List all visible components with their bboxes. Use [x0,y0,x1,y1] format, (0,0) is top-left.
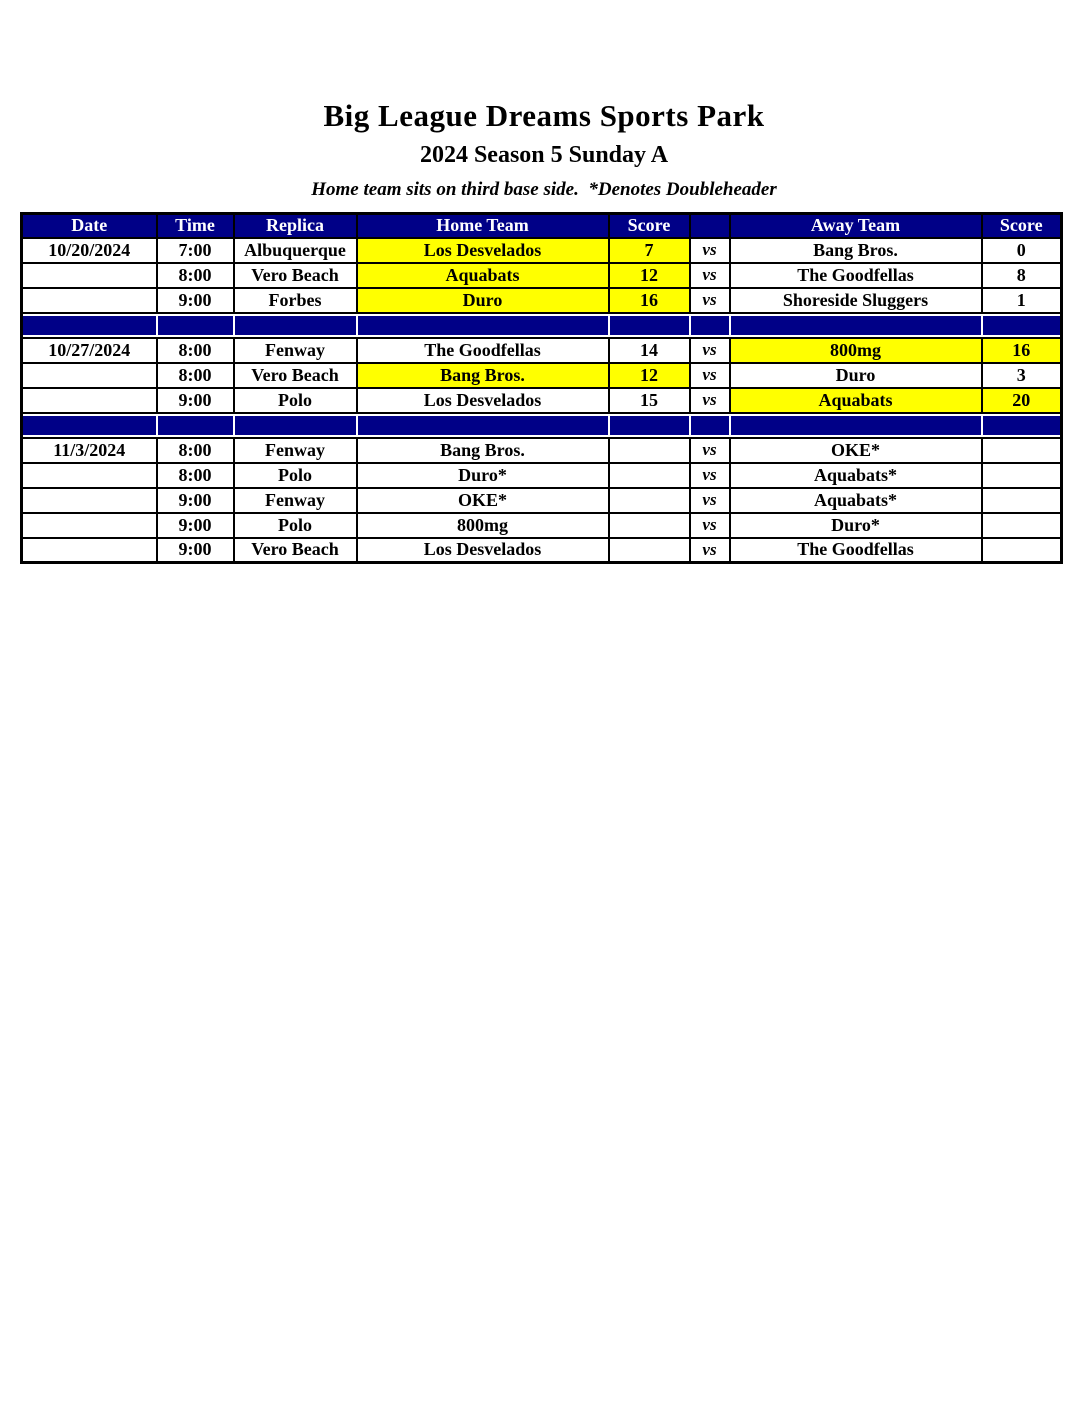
replica-cell: Polo [234,463,357,488]
away-score-cell [982,513,1062,538]
page-title: Big League Dreams Sports Park [323,98,765,133]
time-cell: 7:00 [157,238,234,263]
away-score-cell [982,463,1062,488]
away-team-cell: OKE* [730,438,982,463]
home-score-cell: 16 [609,288,690,313]
home-team-cell: Aquabats [357,263,609,288]
column-header-date: Date [22,214,157,238]
date-cell: 10/27/2024 [22,338,157,363]
vs-cell [690,413,730,438]
replica-cell: Polo [234,513,357,538]
home-team-cell: Los Desvelados [357,238,609,263]
time-cell: 8:00 [157,363,234,388]
away-score-cell: 16 [982,338,1062,363]
game-row [22,538,1062,563]
replica-cell: Vero Beach [234,263,357,288]
game-row [22,513,1062,538]
home-team-cell: Bang Bros. [357,438,609,463]
replica-cell: Albuquerque [234,238,357,263]
vs-cell: vs [690,488,730,513]
home-score-cell [609,438,690,463]
home-score-cell [609,313,690,338]
away-score-cell [982,488,1062,513]
date-cell: 10/20/2024 [22,238,157,263]
schedule-body [22,238,1062,563]
column-header-away-team: Away Team [730,214,982,238]
home-team-cell: The Goodfellas [357,338,609,363]
vs-cell: vs [690,363,730,388]
time-cell: 9:00 [157,388,234,413]
time-cell [157,313,234,338]
home-team-cell: Duro [357,288,609,313]
home-team-cell: Duro* [357,463,609,488]
date-cell [22,538,157,563]
away-team-cell: Aquabats* [730,488,982,513]
date-cell [22,488,157,513]
away-team-cell [730,413,982,438]
date-cell [22,463,157,488]
time-cell: 8:00 [157,463,234,488]
time-cell: 9:00 [157,538,234,563]
home-score-cell: 12 [609,263,690,288]
home-team-cell: Los Desvelados [357,538,609,563]
away-score-cell [982,538,1062,563]
game-row [22,338,1062,363]
away-score-cell: 0 [982,238,1062,263]
legend-note: Home team sits on third base side. *Denotes Doubleheader [311,179,777,200]
home-score-cell [609,413,690,438]
column-header-home-team: Home Team [357,214,609,238]
vs-cell: vs [690,388,730,413]
column-header-home-score: Score [609,214,690,238]
replica-cell: Polo [234,388,357,413]
away-team-cell: The Goodfellas [730,263,982,288]
vs-cell: vs [690,288,730,313]
vs-cell [690,313,730,338]
game-row [22,438,1062,463]
time-cell: 9:00 [157,513,234,538]
game-row [22,488,1062,513]
away-score-cell: 1 [982,288,1062,313]
away-score-cell: 8 [982,263,1062,288]
column-header-replica: Replica [234,214,357,238]
replica-cell: Fenway [234,488,357,513]
home-team-cell: Bang Bros. [357,363,609,388]
away-team-cell: Duro [730,363,982,388]
column-header-away-score: Score [982,214,1062,238]
home-team-cell: 800mg [357,513,609,538]
document-header [0,0,1088,200]
home-team-cell: Los Desvelados [357,388,609,413]
vs-cell: vs [690,463,730,488]
away-score-cell [982,313,1062,338]
column-header-vs [690,214,730,238]
home-score-cell [609,538,690,563]
game-row [22,238,1062,263]
replica-cell: Forbes [234,288,357,313]
away-score-cell: 3 [982,363,1062,388]
away-team-cell: Duro* [730,513,982,538]
time-cell: 8:00 [157,438,234,463]
date-cell [22,363,157,388]
away-team-cell: Bang Bros. [730,238,982,263]
date-cell [22,413,157,438]
home-score-cell: 14 [609,338,690,363]
separator-row [22,413,1062,438]
time-cell [157,413,234,438]
vs-cell: vs [690,238,730,263]
header-row [22,214,1062,238]
game-row [22,363,1062,388]
date-cell [22,288,157,313]
vs-cell: vs [690,513,730,538]
home-score-cell: 7 [609,238,690,263]
vs-cell: vs [690,538,730,563]
replica-cell [234,413,357,438]
date-cell [22,313,157,338]
away-team-cell [730,313,982,338]
home-score-cell [609,488,690,513]
date-cell: 11/3/2024 [22,438,157,463]
time-cell: 9:00 [157,288,234,313]
replica-cell: Fenway [234,338,357,363]
replica-cell: Fenway [234,438,357,463]
away-team-cell: 800mg [730,338,982,363]
time-cell: 8:00 [157,263,234,288]
time-cell: 8:00 [157,338,234,363]
away-score-cell [982,413,1062,438]
home-team-cell: OKE* [357,488,609,513]
away-team-cell: Aquabats* [730,463,982,488]
date-cell [22,263,157,288]
vs-cell: vs [690,338,730,363]
home-team-cell [357,313,609,338]
vs-cell: vs [690,263,730,288]
season-subtitle: 2024 Season 5 Sunday A [419,142,669,168]
vs-cell: vs [690,438,730,463]
home-team-cell [357,413,609,438]
separator-row [22,313,1062,338]
replica-cell: Vero Beach [234,363,357,388]
away-team-cell: The Goodfellas [730,538,982,563]
home-score-cell: 15 [609,388,690,413]
game-row [22,388,1062,413]
date-cell [22,513,157,538]
game-row [22,263,1062,288]
away-score-cell [982,438,1062,463]
away-team-cell: Aquabats [730,388,982,413]
game-row [22,288,1062,313]
game-row [22,463,1062,488]
replica-cell: Vero Beach [234,538,357,563]
replica-cell [234,313,357,338]
time-cell: 9:00 [157,488,234,513]
date-cell [22,388,157,413]
away-team-cell: Shoreside Sluggers [730,288,982,313]
column-header-time: Time [157,214,234,238]
home-score-cell [609,463,690,488]
home-score-cell [609,513,690,538]
schedule-table [20,212,1063,564]
home-score-cell: 12 [609,363,690,388]
away-score-cell: 20 [982,388,1062,413]
